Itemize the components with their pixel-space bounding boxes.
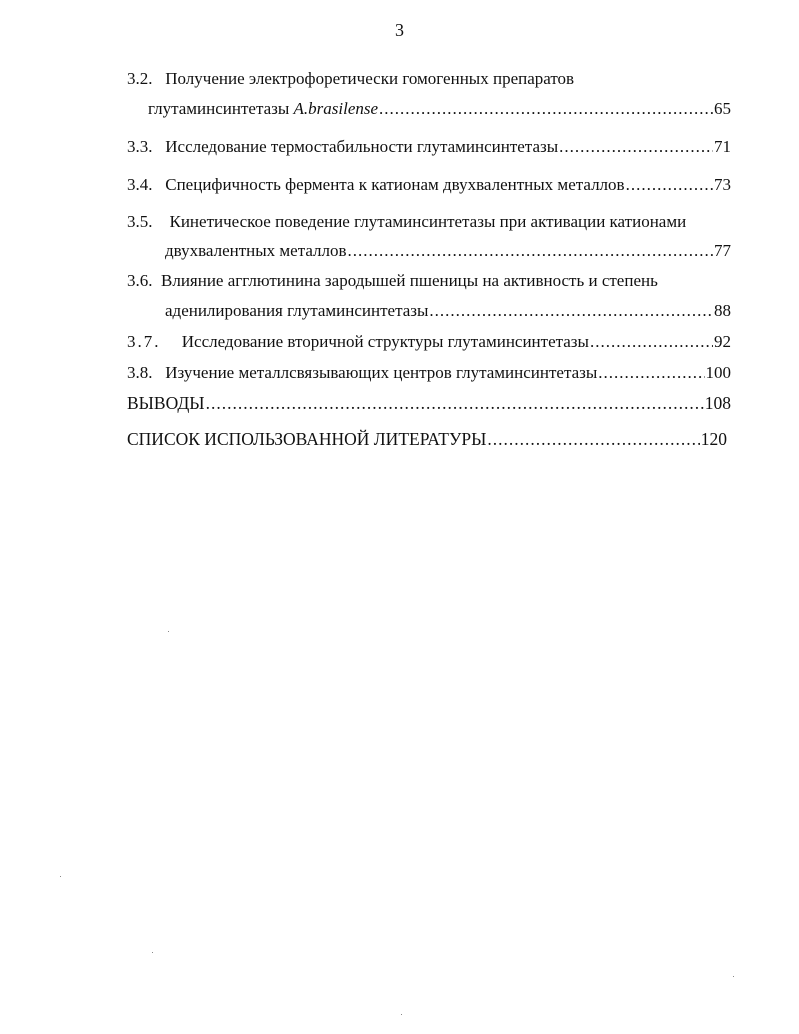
toc-title-3-6-line2: аденилирования глутаминсинтетазы (165, 301, 429, 320)
toc-page-3-2: 65 (714, 99, 731, 118)
scan-speck (60, 876, 61, 877)
scan-speck (733, 976, 734, 977)
toc-title-3-8: Изучение металлсвязывающих центров глутаминсинтетазы (165, 363, 598, 382)
toc-num-3-7: 3.7. (127, 332, 161, 351)
toc-leader-dots (487, 428, 699, 450)
toc-title-3-4: Специфичность фермента к катионам двухвалентных металлов (165, 175, 625, 194)
toc-title-3-5-line1: Кинетическое поведение глутаминсинтетазы при активации катионами (169, 212, 687, 231)
toc-leader-dots (598, 362, 704, 384)
toc-entry-references[interactable] (127, 428, 727, 450)
toc-page-3-3: 71 (714, 137, 731, 156)
toc-page-3-8: 100 (705, 363, 731, 382)
toc-title-3-6-line1: Влияние агглютинина зародышей пшеницы на активность и степень (161, 271, 658, 290)
toc-title-3-2-line1: Получение электрофоретически гомогенных препаратов (165, 69, 575, 88)
toc-leader-dots (206, 392, 704, 414)
toc-entry-conclusions[interactable] (127, 392, 731, 414)
toc-entry-3-4[interactable] (127, 174, 731, 196)
toc-leader-dots (626, 174, 713, 196)
page-number: 3 (395, 20, 404, 40)
toc-title-3-2-species: A.brasilense (293, 99, 379, 118)
toc-title-references: СПИСОК ИСПОЛЬЗОВАННОЙ ЛИТЕРАТУРЫ (127, 429, 487, 449)
scan-speck (401, 1014, 402, 1015)
toc-entry-3-5-line1 (127, 211, 731, 233)
toc-entry-3-6-line1 (127, 270, 731, 292)
toc-page-references: 120 (700, 429, 727, 449)
toc-entry-3-6-line2[interactable] (165, 300, 731, 322)
toc-title-3-3: Исследование термостабильности глутаминсинтетазы (165, 137, 559, 156)
toc-leader-dots (559, 136, 713, 158)
toc-page-conclusions: 108 (704, 393, 731, 413)
toc-title-conclusions: ВЫВОДЫ (127, 393, 205, 413)
toc-title-3-5-line2: двухвалентных металлов (165, 241, 347, 260)
toc-entry-3-7[interactable] (127, 331, 731, 353)
toc-page-3-5: 77 (714, 241, 731, 260)
toc-num-3-8: 3.8. (127, 363, 153, 382)
toc-leader-dots (590, 331, 713, 353)
toc-entry-3-2-line1 (127, 68, 731, 90)
scan-speck (152, 952, 153, 953)
toc-entry-3-3[interactable] (127, 136, 731, 158)
toc-entry-3-5-line2[interactable] (165, 240, 731, 262)
toc-num-3-4: 3.4. (127, 175, 153, 194)
toc-num-3-5: 3.5. (127, 212, 153, 231)
toc-leader-dots (379, 98, 713, 120)
toc-leader-dots (348, 240, 713, 262)
toc-title-3-2-prefix: глутаминсинтетазы (148, 99, 294, 118)
toc-title-3-7: Исследование вторичной структуры глутаминсинтетазы (181, 332, 589, 351)
toc-num-3-2: 3.2. (127, 69, 153, 88)
toc-entry-3-8[interactable] (127, 362, 731, 384)
scan-speck (168, 631, 169, 632)
toc-leader-dots (429, 300, 713, 322)
toc-num-3-6: 3.6. (127, 271, 153, 290)
toc-page-3-4: 73 (714, 175, 731, 194)
toc-num-3-3: 3.3. (127, 137, 153, 156)
toc-page-3-7: 92 (714, 332, 731, 351)
toc-page-3-6: 88 (714, 301, 731, 320)
toc-entry-3-2-line2[interactable] (148, 98, 731, 120)
